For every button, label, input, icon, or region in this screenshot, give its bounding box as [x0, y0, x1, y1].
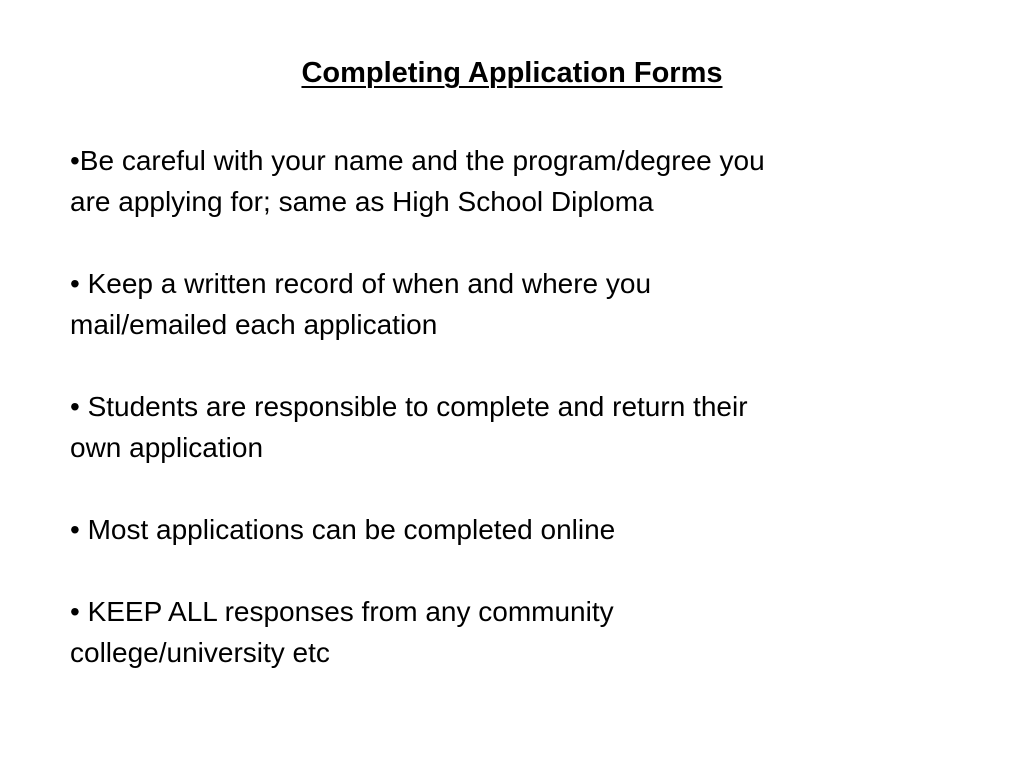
bullet-line: • KEEP ALL responses from any community [70, 596, 614, 627]
bullet-item-students-responsible [70, 386, 970, 468]
bullet-line: are applying for; same as High School Diploma [70, 186, 654, 217]
bullet-item-online [70, 509, 970, 550]
bullet-line: • Most applications can be completed online [70, 514, 616, 545]
bullet-line: mail/emailed each application [70, 309, 438, 340]
slide-title: Completing Application Forms [301, 57, 723, 89]
bullet-item-name-program [70, 140, 970, 222]
bullet-list [70, 140, 970, 673]
bullet-item-keep-responses [70, 591, 970, 673]
bullet-line: • Keep a written record of when and where you [70, 268, 652, 299]
bullet-line: college/university etc [70, 637, 330, 668]
bullet-line: own application [70, 432, 264, 463]
bullet-item-written-record [70, 263, 970, 345]
bullet-line: • Students are responsible to complete and return their [70, 391, 748, 422]
bullet-line: •Be careful with your name and the program/degree you [70, 145, 765, 176]
